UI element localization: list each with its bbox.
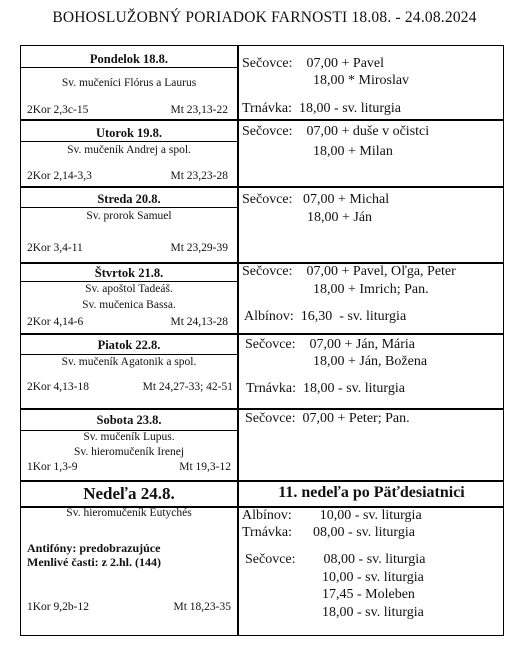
sunday-feast: 11. nedeľa po Päťdesiatnici — [278, 484, 465, 501]
schedule-line: Sečovce: 07,00 + Michal — [242, 192, 390, 207]
day-name-friday: Piatok 22.8. — [97, 338, 161, 352]
menlive-line: Menlivé časti: z 2.hl. (144) — [27, 555, 161, 569]
reading-epistle: 2Kor 4,14-6 — [27, 316, 84, 328]
schedule-line: Albínov: 16,30 - sv. liturgia — [244, 309, 407, 324]
reading-gospel: Mt 23,23-28 — [170, 170, 228, 182]
schedule-line: Trnávka: 18,00 - sv. liturgia — [246, 381, 405, 396]
saint-line: Sv. apoštol Tadeáš. — [85, 283, 173, 295]
day-name-monday: Pondelok 18.8. — [89, 52, 169, 66]
column-divider — [237, 46, 239, 635]
schedule-line: Sečovce: 07,00 + Ján, Mária — [245, 337, 416, 352]
row-divider — [21, 333, 503, 335]
day-header-underline — [21, 281, 238, 282]
schedule-line: 17,45 - Moleben — [322, 587, 415, 602]
saint-line: Sv. mučeníci Flórus a Laurus — [61, 77, 197, 89]
reading-gospel: Mt 18,23-35 — [173, 601, 231, 613]
day-name-thursday: Štvrtok 21.8. — [94, 266, 164, 280]
row-divider — [21, 408, 503, 410]
reading-epistle: 1Kor 1,3-9 — [27, 461, 78, 473]
schedule-line: Sečovce: 07,00 + duše v očistci — [242, 124, 430, 139]
schedule-line: Albínov: 10,00 - sv. liturgia — [242, 508, 422, 523]
schedule-line: Sečovce: 07,00 + Pavel, Oľga, Peter — [242, 264, 456, 279]
page-title: BOHOSLUŽOBNÝ PORIADOK FARNOSTI 18.08. - 24.08.2024 — [52, 9, 477, 26]
reading-epistle: 2Kor 3,4-11 — [27, 242, 83, 254]
reading-gospel: Mt 23,29-39 — [170, 242, 228, 254]
day-name-tuesday: Utorok 19.8. — [95, 126, 163, 140]
schedule-line: 18,00 * Miroslav — [313, 73, 410, 88]
schedule-line: Sečovce: 07,00 + Pavel — [242, 56, 385, 71]
saint-line: Sv. mučenica Bassa. — [82, 299, 176, 311]
saint-line: Sv. hieromučeník Irenej — [73, 446, 185, 458]
sunday-title: Nedeľa 24.8. — [83, 484, 175, 503]
day-header-underline — [21, 67, 238, 68]
row-divider — [21, 119, 503, 121]
day-name-wednesday: Streda 20.8. — [97, 192, 161, 206]
row-divider — [21, 480, 503, 482]
schedule-line: 18,00 + Ján, Božena — [313, 354, 428, 369]
day-header-underline — [21, 207, 238, 208]
row-divider — [21, 186, 503, 188]
reading-epistle: 2Kor 2,3c-15 — [27, 104, 89, 116]
schedule-line: Sečovce: 07,00 + Peter; Pan. — [245, 411, 410, 426]
day-header-underline — [21, 141, 238, 142]
reading-epistle: 2Kor 4,13-18 — [27, 381, 89, 393]
schedule-line: Trnávka: 18,00 - sv. liturgia — [242, 101, 401, 116]
schedule-line: 18,00 + Ján — [307, 210, 373, 225]
antifony-line: Antifóny: predobrazujúce — [27, 541, 161, 555]
schedule-line: Sečovce: 08,00 - sv. liturgia — [245, 552, 426, 567]
schedule-table — [20, 45, 504, 636]
schedule-line: 18,00 - sv. liturgia — [322, 605, 424, 620]
day-header-underline — [21, 354, 238, 355]
saint-line: Sv. mučeník Lupus. — [83, 431, 175, 443]
day-name-saturday: Sobota 23.8. — [96, 413, 162, 427]
saint-line: Sv. hieromučeník Eutychés — [66, 507, 192, 519]
schedule-line: 18,00 + Imrich; Pan. — [313, 282, 429, 297]
schedule-line: 10,00 - sv. liturgia — [322, 570, 424, 585]
reading-gospel: Mt 24,13-28 — [170, 316, 228, 328]
reading-gospel: Mt 23,13-22 — [170, 104, 228, 116]
saint-line: Sv. mučeník Agatonik a spol. — [61, 356, 197, 368]
reading-gospel: Mt 19,3-12 — [179, 461, 231, 473]
reading-epistle: 2Kor 2,14-3,3 — [27, 170, 92, 182]
schedule-line: 18,00 + Milan — [313, 144, 393, 159]
saint-line: Sv. mučeník Andrej a spol. — [67, 144, 191, 156]
schedule-line: Trnávka: 08,00 - sv. liturgia — [242, 525, 415, 540]
reading-epistle: 1Kor 9,2b-12 — [27, 601, 89, 613]
reading-gospel: Mt 24,27-33; 42-51 — [142, 381, 233, 393]
saint-line: Sv. prorok Samuel — [86, 210, 172, 222]
